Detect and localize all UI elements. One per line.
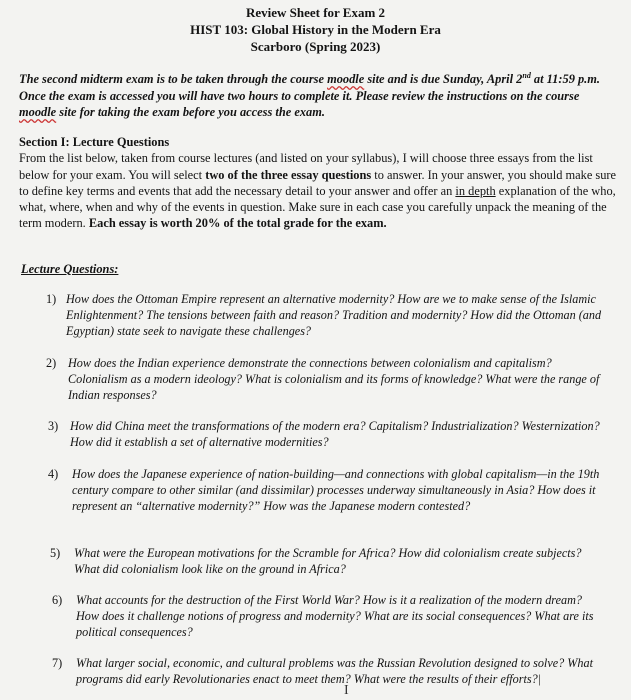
question-text: How does the Ottoman Empire represent an alternative modernity? How are we to make sense of the Islamic Enlightenment? The tensions between faith and reason? Tradition and modernity? How did the Ottoman (and Egyptian) state seek to navigate these challenges? [66, 292, 602, 338]
question-number: 4) [48, 467, 59, 481]
header-course: HIST 103: Global History in the Modern Era [190, 22, 441, 37]
section-text-1: From the list below, taken from course lectures (and listed on your syllabus), I will choose three essays from the list below for your exam. You will select [19, 151, 593, 182]
exam-intro-paragraph [19, 68, 609, 121]
section-in-depth: in depth [455, 183, 496, 198]
section-one [19, 134, 621, 232]
question-text: How did China meet the transformations of the modern era? Capitalism? Industrialization? Westernization? How did it establish a set of alternative modernities? [70, 419, 600, 449]
question-number: 2) [46, 356, 57, 370]
question-number: 6) [52, 593, 63, 607]
intro-text-3: at 11:59 p.m. Once the exam is accessed you will have two hours to complete it. Please review the instructions on the course [19, 72, 601, 103]
section-title: Section I: Lecture Questions [19, 135, 170, 149]
intro-moodle-1: moodle [327, 72, 365, 87]
question-number: 5) [50, 546, 61, 560]
question-number: 3) [48, 419, 59, 433]
header-title: Review Sheet for Exam 2 [245, 5, 386, 20]
question-text: What accounts for the destruction of the First World War? How is it a realization of the modern dream? How does it challenge notions of progress and modernity? What are its social consequences? What are its political consequences? [76, 593, 594, 639]
question-text: How does the Indian experience demonstrate the connections between colonialism and capitalism? Colonialism as a modern ideology? What is colonialism and its forms of knowledge? What were the range of Indian responses? [68, 356, 600, 402]
question-text: What larger social, economic, and cultural problems was the Russian Revolution designed to solve? What programs did early Revolutionaries enact to meet them? What were the results of their efforts?| [76, 656, 593, 686]
question-number: 7) [52, 656, 63, 670]
section-instructions [19, 150, 621, 231]
text-cursor-icon: I [344, 683, 349, 698]
intro-text-1: The second midterm exam is to be taken through the course [19, 72, 328, 87]
question-text: What were the European motivations for the Scramble for Africa? How did colonialism create subjects? What did colonialism look like on the ground in Africa? [74, 546, 582, 576]
header-instructor: Scarboro (Spring 2023) [250, 39, 381, 54]
intro-superscript: nd [522, 71, 531, 80]
intro-text-4: site for taking the exam before you access the exam. [56, 105, 325, 120]
section-text-3: explanation of the who, what, where, when and why of the events in question. Make sure in each case you carefully unpack the meaning of the term modern. [19, 183, 616, 231]
question-text: How does the Japanese experience of nation-building—and connections with global capitalism—in the 19th century compare to other similar (and dissimilar) processes underway simultaneously in Asia? How does it represent an “alternative modernity?” How was the Japanese modern contested? [72, 467, 600, 513]
section-text-2: to answer. In your answer, you should make sure to define key terms and events that add the necessary detail to your answer and offer an [19, 167, 617, 198]
intro-text-2: site and is due Sunday, April 2 [364, 72, 523, 87]
section-bold-1: two of the three essay questions [205, 167, 372, 182]
document-header [0, 4, 631, 55]
lecture-questions-heading: Lecture Questions: [21, 262, 119, 276]
question-number: 1) [46, 292, 57, 306]
section-bold-2: Each essay is worth 20% of the total grade for the exam. [88, 216, 387, 231]
intro-moodle-2: moodle [19, 105, 57, 120]
